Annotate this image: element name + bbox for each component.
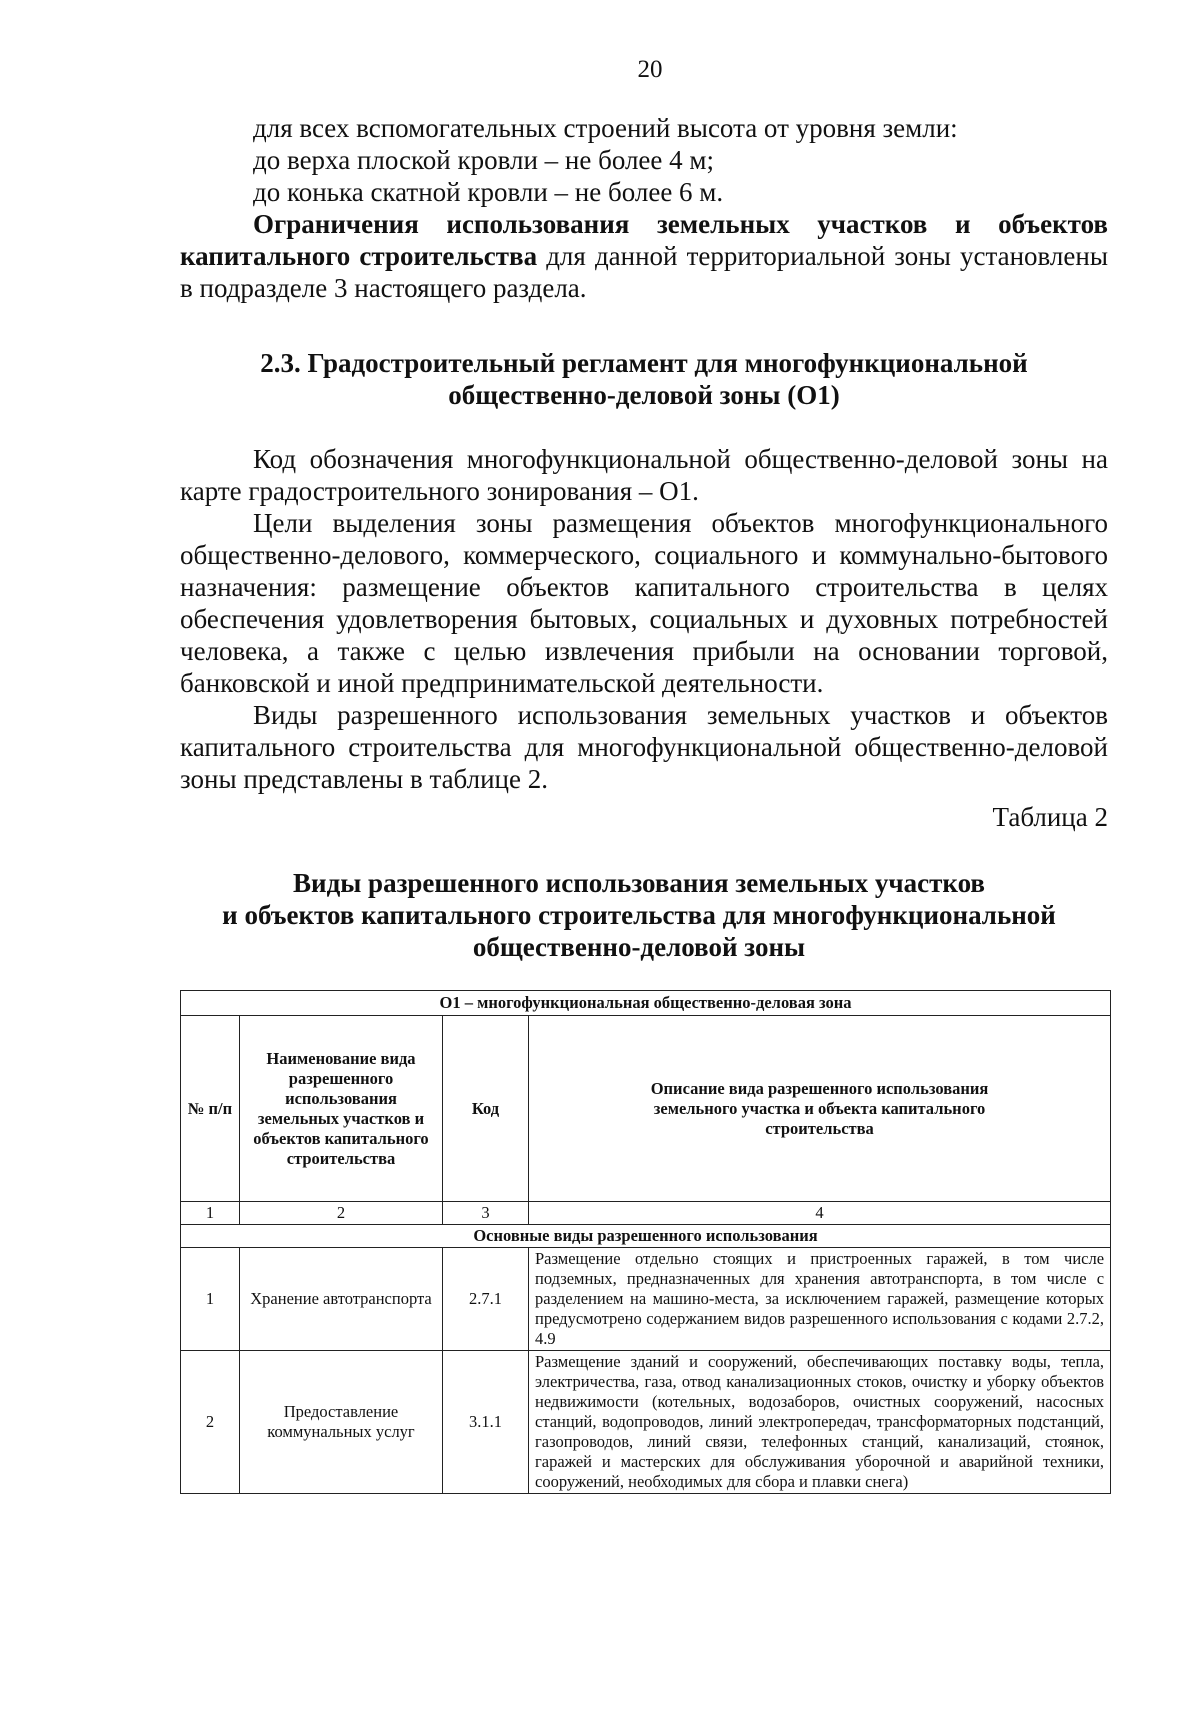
- group-header-row: [181, 1225, 1111, 1248]
- page-number: 20: [637, 56, 663, 83]
- col-header-code: Код: [443, 1016, 529, 1202]
- restrictions-rest: для данной территориальной зоны установлены в подразделе 3 настоящего раздела.: [180, 241, 1108, 303]
- permitted-uses-paragraph: Виды разрешенного использования земельных участков и объектов капитального строительства для многофункциональной общественно-деловой зоны представлены в таблице 2.: [180, 700, 1108, 794]
- height-line-3: до конька скатной кровли – не более 6 м.: [253, 177, 724, 207]
- table-label: Таблица 2: [992, 802, 1108, 832]
- restrictions-paragraph: [180, 208, 1108, 304]
- row-2-num: 2: [181, 1351, 240, 1494]
- zone-description-block: [180, 443, 1108, 795]
- row-1-num: 1: [181, 1248, 240, 1351]
- col-number-2: 2: [240, 1202, 443, 1225]
- section-title: [180, 347, 1108, 411]
- row-1-desc: Размещение отдельно стоящих и пристроенных гаражей, в том числе подземных, предназначенных для хранения автотранспорта, в том числе с разделением на машино-места, за исключением гаражей, размещение которых предусмотрено содержанием видов разрешенного использования с кодами 2.7.2, 4.9: [529, 1248, 1111, 1351]
- table-title-line-3: общественно-деловой зоны: [472, 932, 806, 962]
- col-header-desc: Описание вида разрешенного использования земельного участка и объекта капитального строительства: [529, 1016, 1111, 1202]
- zone-header-cell: О1 – многофункциональная общественно-деловая зона: [181, 991, 1111, 1016]
- column-header-row: [181, 1016, 1111, 1202]
- height-line-1: для всех вспомогательных строений высота от уровня земли:: [253, 113, 958, 143]
- table-row: [181, 1248, 1111, 1351]
- col-number-1: 1: [181, 1202, 240, 1225]
- intro-block: [180, 112, 1108, 304]
- row-2-desc: Размещение зданий и сооружений, обеспечивающих поставку воды, тепла, электричества, газа, отвод канализационных стоков, очистку и уборку объектов недвижимости (котельных, водозаборов, очистных сооружений, насосных станций, водопроводов, линий электропередач, трансформаторных подстанций, газопроводов, линий связи, телефонных станций, канализаций, стоянок, гаражей и мастерских для обслуживания уборочной и аварийной техники, сооружений, необходимых для сбора и плавки снега): [529, 1351, 1111, 1494]
- table-title: [170, 867, 1108, 963]
- zone-code-paragraph: Код обозначения многофункциональной общественно-деловой зоны на карте градостроительного зонирования – О1.: [180, 444, 1108, 506]
- row-2-code: 3.1.1: [443, 1351, 529, 1494]
- column-number-row: [181, 1202, 1111, 1225]
- table-row: [181, 1351, 1111, 1494]
- height-line-2: до верха плоской кровли – не более 4 м;: [253, 145, 714, 175]
- col-number-4: 4: [529, 1202, 1111, 1225]
- col-header-name: Наименование вида разрешенного использования земельных участков и объектов капитального строительства: [240, 1016, 443, 1202]
- col-header-num: № п/п: [181, 1016, 240, 1202]
- row-2-name: Предоставление коммунальных услуг: [240, 1351, 443, 1494]
- section-title-line-1: 2.3. Градостроительный регламент для многофункциональной: [260, 348, 1028, 378]
- row-1-name: Хранение автотранспорта: [240, 1248, 443, 1351]
- table-title-line-1: Виды разрешенного использования земельных участков: [293, 868, 985, 898]
- restrictions-bold: Ограничения использования земельных участков и объектов капитального строительства: [180, 209, 1108, 271]
- zone-goals-paragraph: Цели выделения зоны размещения объектов многофункционального общественно-делового, коммерческого, социального и коммунально-бытового назначения: размещение объектов капитального строительства в целях обеспечения удовлетворения бытовых, социальных и духовных потребностей человека, а также с целью извлечения прибыли на основании торговой, банковской и иной предпринимательской деятельности.: [180, 508, 1108, 698]
- table-title-line-2: и объектов капитального строительства для многофункциональной: [222, 900, 1056, 930]
- zone-header-row: [181, 991, 1111, 1016]
- section-title-line-2: общественно-деловой зоны (О1): [448, 380, 840, 410]
- group-header-cell: Основные виды разрешенного использования: [181, 1225, 1111, 1248]
- col-number-3: 3: [443, 1202, 529, 1225]
- permitted-uses-table: [180, 990, 1111, 1494]
- row-1-code: 2.7.1: [443, 1248, 529, 1351]
